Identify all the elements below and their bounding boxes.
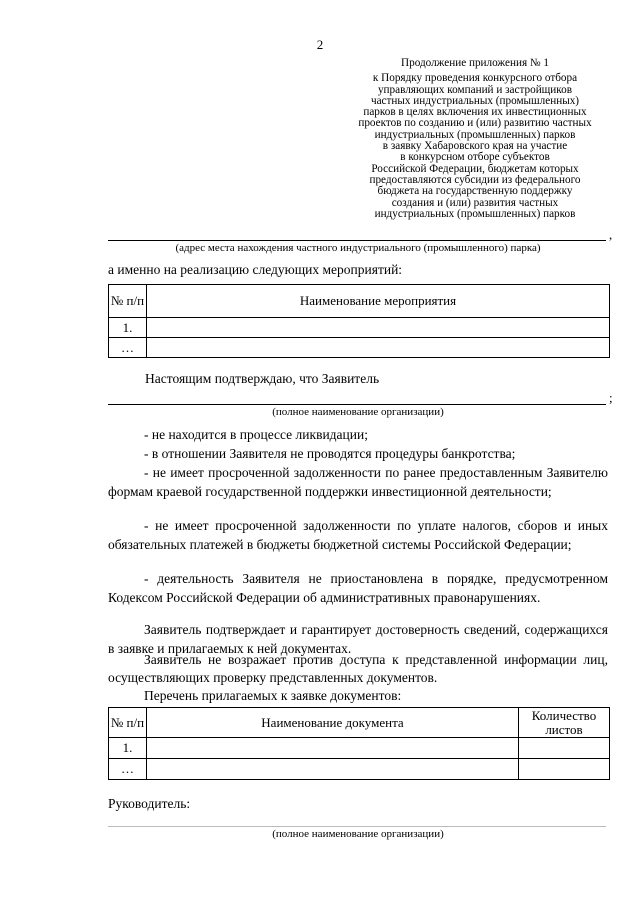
head-fill-line[interactable] [108, 826, 606, 827]
measures-row-name-cell[interactable] [147, 338, 610, 358]
annex-line: бюджета на государственную поддержку [377, 185, 573, 198]
measures-row-name-cell[interactable] [147, 318, 610, 338]
address-fill-line[interactable] [108, 240, 606, 241]
annex-line: предоставляются субсидии из федерального [369, 173, 581, 186]
measures-header-name: Наименование мероприятия [147, 285, 610, 318]
docs-row-qty-cell[interactable] [519, 738, 610, 759]
annex-line: управляющих компаний и застройщиков [377, 83, 573, 96]
address-caption: (адрес места нахождения частного индустриального (промышленного) парка) [175, 242, 541, 254]
measures-intro: а именно на реализацию следующих мероприятий: [108, 262, 403, 277]
annex-line: частных индустриальных (промышленных) [370, 94, 580, 107]
org-caption: (полное наименование организации) [272, 406, 444, 418]
measures-table [108, 284, 610, 358]
annex-line: в конкурсном отборе субъектов [400, 151, 550, 164]
condition-2: - в отношении Заявителя не проводятся процедуры банкротства; [144, 446, 516, 461]
condition-5: - деятельность Заявителя не приостановлена в порядке, предусмотренном Кодексом Российской Федерации об административных правонарушениях. [108, 571, 608, 605]
annex-line: индустриальных (промышленных) парков [374, 207, 576, 220]
org-line-mark: ; [609, 390, 613, 405]
annex-header [340, 58, 610, 220]
address-line-mark: , [609, 227, 613, 242]
annex-line: Российской Федерации, бюджетам которых [371, 162, 579, 175]
guarantee-text: Заявитель подтверждает и гарантирует достоверность сведений, содержащихся в заявке и прилагаемых к ней документах. [108, 622, 608, 656]
access-text: Заявитель не возражает против доступа к представленной информации лиц, осуществляющих проверку представленных документов. [108, 652, 608, 685]
condition-3: - не имеет просроченной задолженности по ранее предоставленным Заявителю формам краевой государственной поддержки инвестиционной деятельности; [108, 465, 608, 499]
confirm-text: Настоящим подтверждаю, что Заявитель [145, 371, 380, 386]
docs-header-name: Наименование документа [147, 708, 519, 738]
measures-header-num: № п/п [109, 285, 147, 318]
annex-line: в заявку Хабаровского края на участие [382, 140, 568, 153]
docs-intro: Перечень прилагаемых к заявке документов: [144, 688, 402, 703]
docs-row-num: 1. [109, 738, 147, 759]
head-caption: (полное наименование организации) [272, 828, 444, 840]
page-number: 2 [316, 37, 324, 52]
measures-row-num: … [109, 338, 147, 358]
annex-line: Продолжение приложения № 1 [401, 57, 549, 69]
docs-row-num: … [109, 759, 147, 780]
docs-table [108, 707, 610, 780]
annex-line: к Порядку проведения конкурсного отбора [372, 72, 578, 85]
condition-4: - не имеет просроченной задолженности по уплате налогов, сборов и иных обязательных платежей в бюджеты бюджетной системы Российской Федерации; [108, 518, 608, 552]
docs-row-qty-cell[interactable] [519, 759, 610, 780]
measures-row-num: 1. [109, 318, 147, 338]
annex-line: индустриальных (промышленных) парков [374, 128, 576, 141]
org-fill-line[interactable] [108, 404, 606, 405]
annex-line: парков в целях включения их инвестиционных [363, 106, 587, 119]
condition-1: - не находится в процессе ликвидации; [144, 427, 368, 442]
docs-header-qty: Количество листов [519, 708, 610, 738]
annex-line: проектов по созданию и (или) развитию частных [358, 117, 592, 130]
annex-line: создания и (или) развития частных [391, 196, 559, 209]
docs-row-name-cell[interactable] [147, 738, 519, 759]
docs-row-name-cell[interactable] [147, 759, 519, 780]
head-label: Руководитель: [108, 796, 191, 811]
docs-header-num: № п/п [109, 708, 147, 738]
